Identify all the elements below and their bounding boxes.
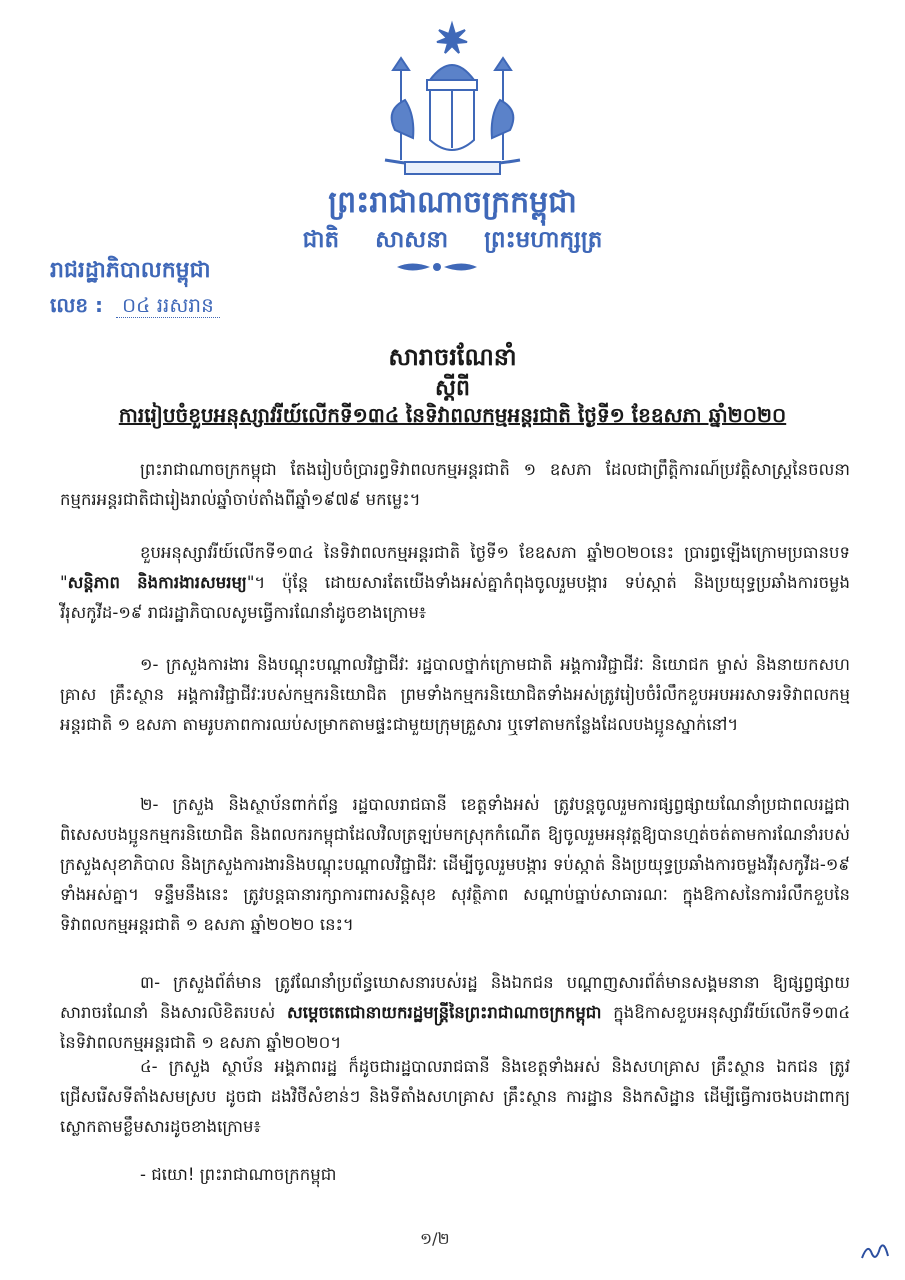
page-number: ១/២	[420, 1229, 450, 1248]
motto-king: ព្រះមហាក្សត្រ	[484, 227, 603, 253]
paragraph-item-2-text: ២- ក្រសួង និងស្ថាប័នពាក់ព័ន្ធ រដ្ឋបាលរាជធានី ខេត្តទាំងអស់ ត្រូវបន្តចូលរួមការផ្សព្វផ្សាយណែនាំប្រជាពលរដ្ឋជាពិសេសបងប្អូនកម្មករនិយោជិត និងពលករកម្ពុជាដែលវិលត្រឡប់មកស្រុកកំណើត ឱ្យចូលរួមអនុវត្តឱ្យបានហ្មត់ចត់តាមការណែនាំរបស់ក្រសួងសុខាភិបាល និងក្រសួងការងារនិងបណ្តុះបណ្តាលវិជ្ជាជីវៈ ដើម្បីចូលរួមបង្ការ ទប់ស្កាត់ និងប្រយុទ្ធប្រឆាំងការចម្លងវីរុសកូវីដ-១៩ ទាំងអស់គ្នា។ ទន្ទឹមនឹងនេះ ត្រូវបន្តធានារក្សាការពារសន្តិសុខ សុវត្ថិភាព សណ្តាប់ធ្នាប់សាធារណៈ ក្នុងឱកាសនៃការរំលឹកខួបនៃទិវាពលកម្មអន្តរជាតិ ១ ឧសភា ឆ្នាំ២០២០ នេះ។	[60, 795, 850, 934]
ref-number-value: ០៤ ររសរាន	[116, 293, 220, 318]
paragraph-theme	[60, 538, 850, 628]
paragraph-item-3-b: ក្នុងឱកាសខួបអនុស្សាវរីយ៍លើកទី១៣៤ នៃទិវាពលកម្មអន្តរជាតិ ១ ឧសភា ឆ្នាំ២០២០។	[60, 1003, 851, 1052]
motto-religion: សាសនា	[375, 227, 449, 253]
reference-number	[50, 292, 220, 322]
initial-signature-icon	[858, 1238, 892, 1264]
prime-minister-title: សម្តេចតេជោនាយករដ្ឋមន្ត្រីនៃព្រះរាជាណាចក្រកម្ពុជា	[287, 1003, 602, 1022]
paragraph-intro	[60, 455, 850, 515]
issuing-government: រាជរដ្ឋាភិបាលកម្ពុជា	[50, 258, 211, 283]
paragraph-item-3	[60, 968, 850, 1058]
paragraph-theme-a: ខួបអនុស្សាវរីយ៍លើកទី១៣៤ នៃទិវាពលកម្មអន្តរជាតិ ថ្ងៃទី១ ខែឧសភា ឆ្នាំ២០២០នេះ ប្រារព្ធឡើងក្រោមប្រធានបទ "	[60, 543, 850, 592]
theme-title: សន្តិភាព និងការងារសមរម្យ	[67, 573, 247, 592]
title-about: ស្តីពី	[435, 376, 470, 401]
national-motto	[0, 226, 905, 259]
paragraph-item-4	[60, 1052, 850, 1142]
paragraph-item-1	[60, 650, 850, 740]
paragraph-theme-b: "។ ប៉ុន្តែ ដោយសារតែយើងទាំងអស់គ្នាកំពុងចូលរួមបង្ការ ទប់ស្កាត់ និងប្រយុទ្ធប្រឆាំងការចម្លងវីរុសកូវីដ-១៩ រាជរដ្ឋាភិបាលសូមធ្វើការណែនាំដូចខាងក្រោម៖	[60, 573, 851, 622]
royal-coat-of-arms-icon	[375, 20, 530, 180]
motto-nation: ជាតិ	[302, 227, 340, 253]
document-title: សារាចរណែនាំ	[388, 343, 517, 371]
slogan-bullet: - ជយោ! ព្រះរាជាណាចក្រកម្ពុជា	[140, 1165, 337, 1184]
paragraph-item-3-a: ៣- ក្រសួងព័ត៌មាន ត្រូវណែនាំប្រព័ន្ធឃោសនារបស់រដ្ឋ និងឯកជន បណ្តាញសារព័ត៌មានសង្គមនានា ឱ្យផ្សព្វផ្សាយសារាចរណែនាំ និងសារលិខិតរបស់	[60, 973, 850, 1022]
ornament-divider-icon	[392, 258, 482, 276]
paragraph-item-1-text: ១- ក្រសួងការងារ និងបណ្តុះបណ្តាលវិជ្ជាជីវៈ រដ្ឋបាលថ្នាក់ក្រោមជាតិ អង្គការវិជ្ជាជីវៈ និយោជក ម្ចាស់ និងនាយកសហគ្រាស គ្រឹះស្ថាន អង្គការវិជ្ជាជីវៈរបស់កម្មករនិយោជិត ព្រមទាំងកម្មករនិយោជិតទាំងអស់ត្រូវរៀបចំរំលឹកខួបអបអរសាទរទិវាពលកម្មអន្តរជាតិ ១ ឧសភា តាមរូបភាពការឈប់សម្រាកតាមផ្ទះជាមួយក្រុមគ្រួសារ ឬទៅតាមកន្លែងដែលបងប្អូនស្នាក់នៅ។	[60, 655, 850, 734]
title-subject: ការរៀបចំខួបអនុស្សាវរីយ៍លើកទី១៣៤ នៃទិវាពលកម្មអន្តរជាតិ ថ្ងៃទី១ ខែឧសភា ឆ្នាំ២០២០	[118, 403, 787, 427]
ref-label: លេខ :	[50, 293, 104, 317]
paragraph-item-2	[60, 790, 850, 940]
paragraph-intro-text: ព្រះរាជាណាចក្រកម្ពុជា តែងរៀបចំប្រារព្ធទិវាពលកម្មអន្តរជាតិ ១ ឧសភា ដែលជាព្រឹត្តិការណ៍ប្រវត្តិសាស្ត្រនៃចលនាកម្មករអន្តរជាតិជារៀងរាល់ឆ្នាំចាប់តាំងពីឆ្នាំ១៩៧៩ មកម្លេះ។	[60, 460, 850, 509]
kingdom-heading: ព្រះរាជាណាចក្រកម្ពុជា	[328, 185, 577, 220]
paragraph-item-4-text: ៤- ក្រសួង ស្ថាប័ន អង្គភាពរដ្ឋ ក៏ដូចជារដ្ឋបាលរាជធានី និងខេត្តទាំងអស់ និងសហគ្រាស គ្រឹះស្ថាន ឯកជន ត្រូវជ្រើសរើសទីតាំងសមស្រប ដូចជា ដងវិថីសំខាន់ៗ និងទីតាំងសហគ្រាស គ្រឹះស្ថាន ការដ្ឋាន និងកសិដ្ឋាន ដើម្បីធ្វើការចងបដាពាក្យស្លោកតាមខ្លឹមសារដូចខាងក្រោម៖	[60, 1057, 850, 1136]
